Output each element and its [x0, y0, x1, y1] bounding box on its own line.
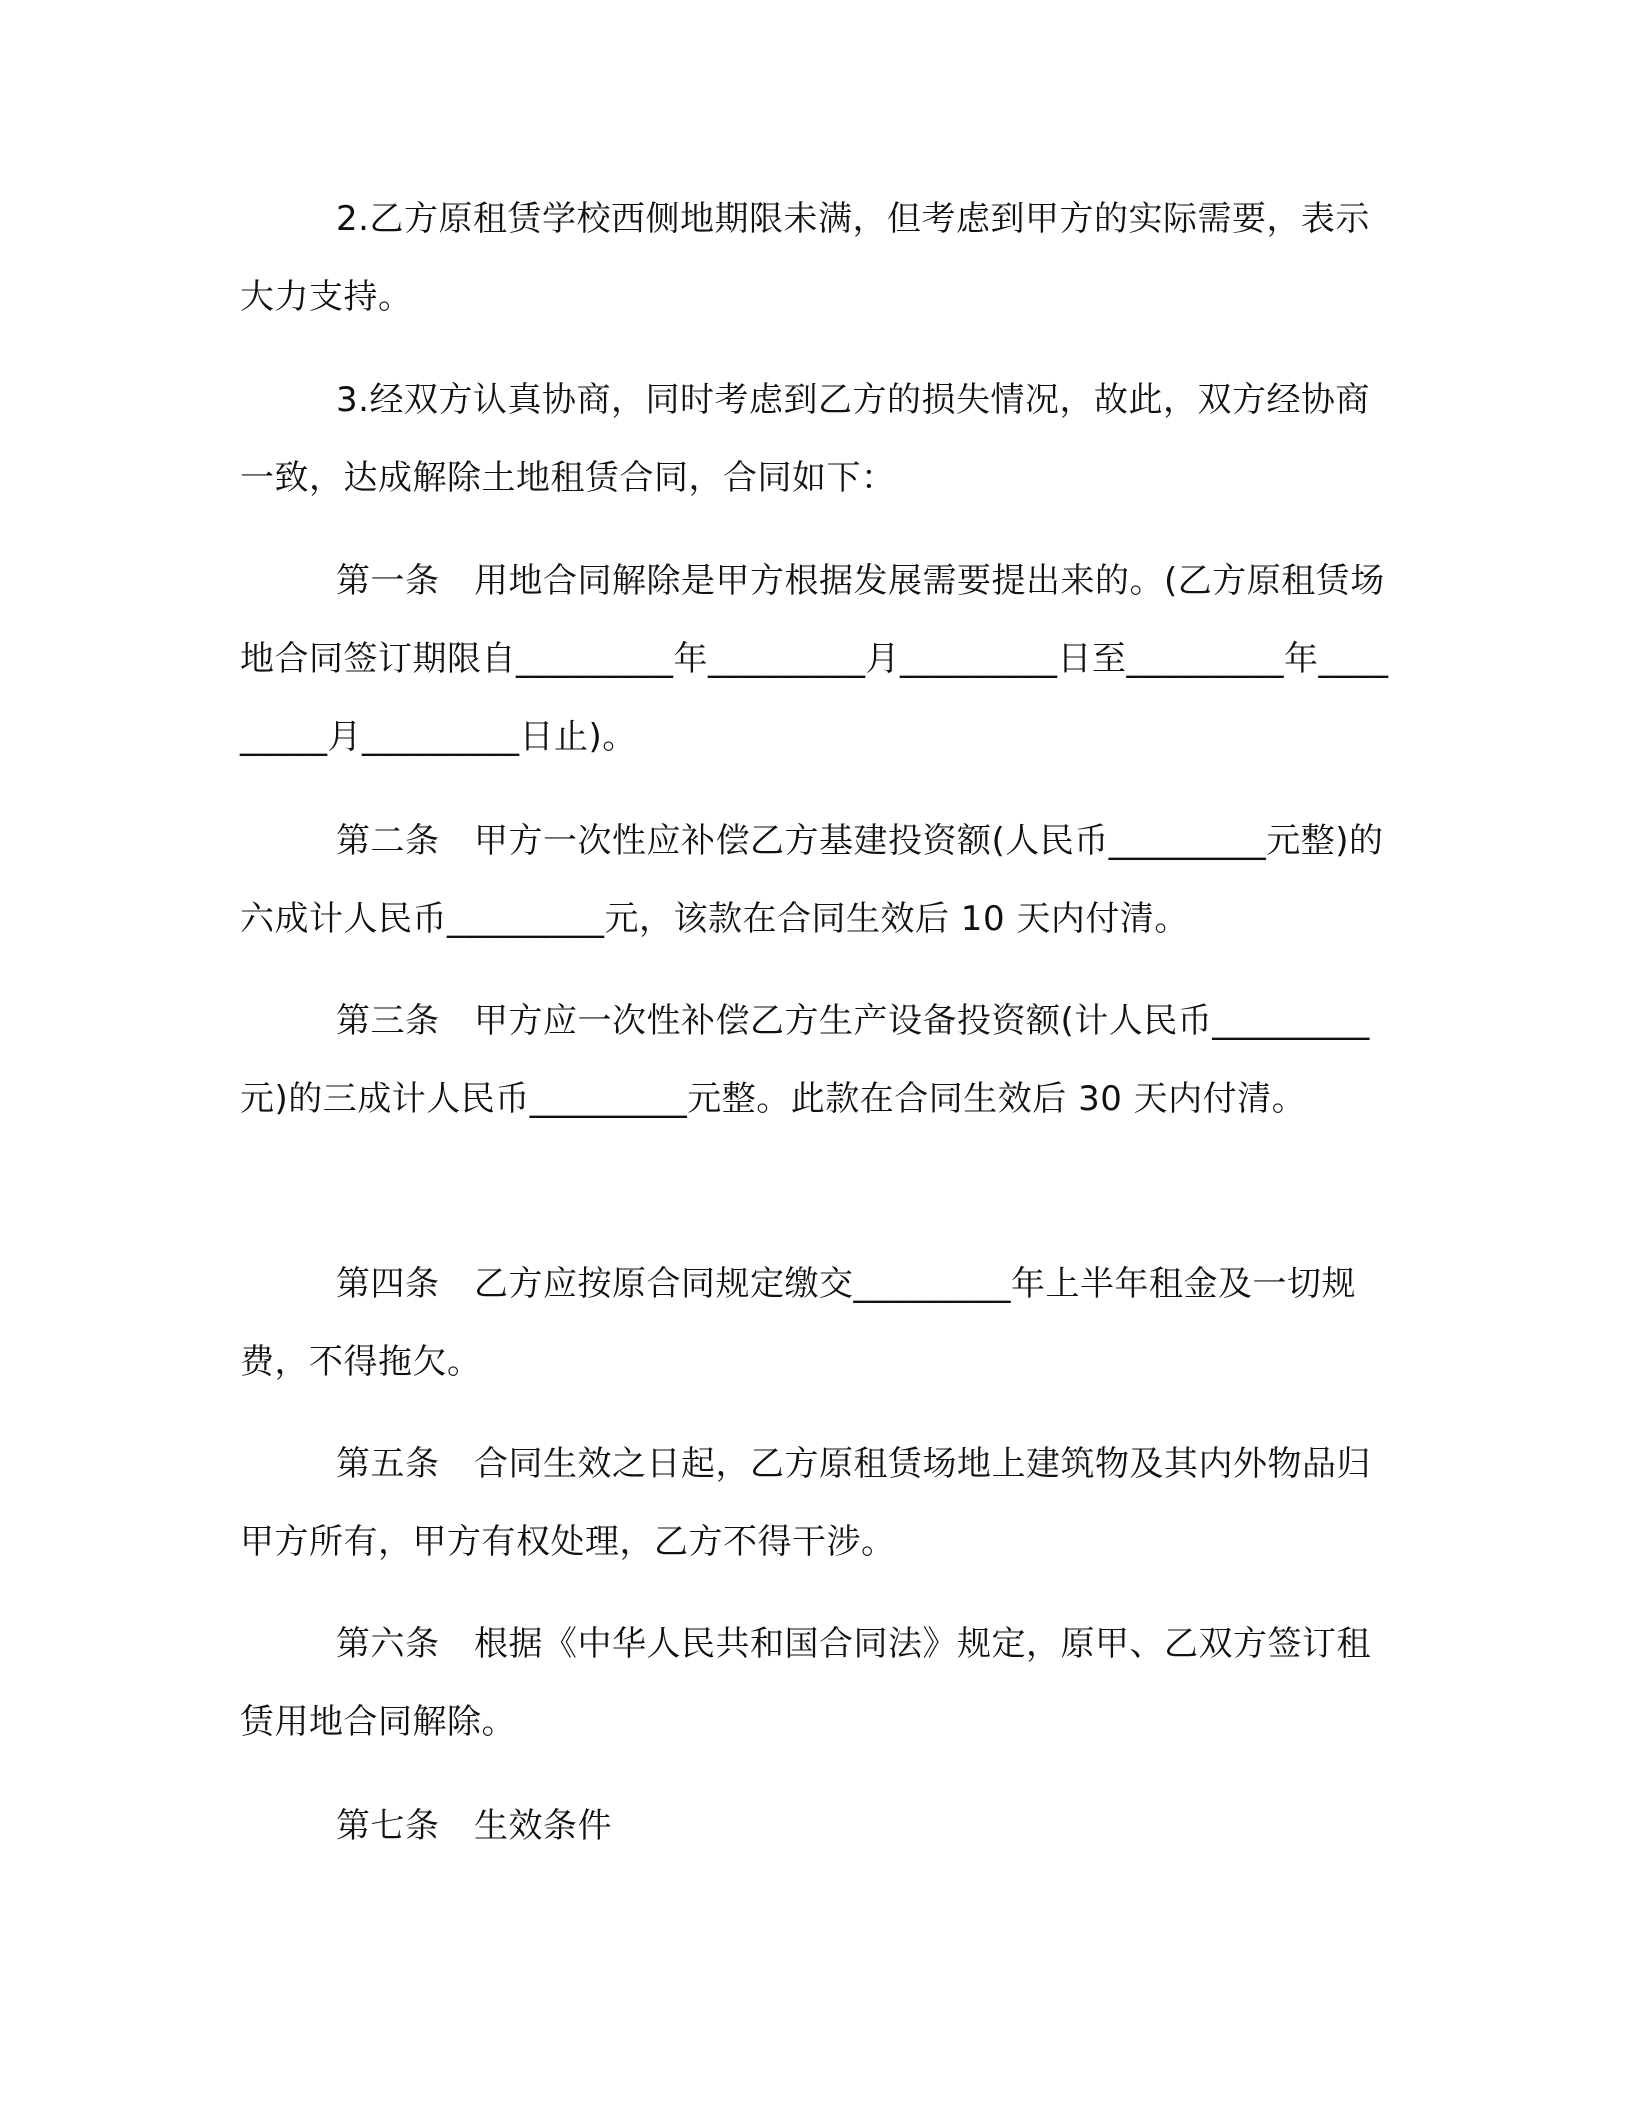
paragraph-article-7: 第七条 生效条件: [336, 1806, 612, 1846]
paragraph-clause-2: 2.乙方原租赁学校西侧地期限未满，但考虑到甲方的实际需要，表示大力支持。: [240, 199, 1370, 317]
paragraph-article-6: 第六条 根据《中华人民共和国合同法》规定，原甲、乙双方签订租赁用地合同解除。: [240, 1624, 1371, 1742]
paragraph-article-5: 第五条 合同生效之日起，乙方原租赁场地上建筑物及其内外物品归甲方所有，甲方有权处理，乙方不得干涉。: [240, 1444, 1371, 1562]
paragraph-article-1: 第一条 用地合同解除是甲方根据发展需要提出来的。(乙方原租赁场地合同签订期限自_________年_________月_________日至_________年_________月_________日止)。: [240, 561, 1389, 757]
paragraph-article-2: 第二条 甲方一次性应补偿乙方基建投资额(人民币_________元整)的六成计人民币_________元，该款在合同生效后 10 天内付清。: [240, 821, 1384, 939]
paragraph-article-3: 第三条 甲方应一次性补偿乙方生产设备投资额(计人民币_________元)的三成计人民币_________元整。此款在合同生效后 30 天内付清。: [240, 1001, 1370, 1119]
paragraph-clause-3: 3.经双方认真协商，同时考虑到乙方的损失情况，故此，双方经协商一致，达成解除土地租赁合同，合同如下：: [240, 380, 1370, 498]
paragraph-article-4: 第四条 乙方应按原合同规定缴交_________年上半年租金及一切规费，不得拖欠。: [240, 1264, 1356, 1382]
